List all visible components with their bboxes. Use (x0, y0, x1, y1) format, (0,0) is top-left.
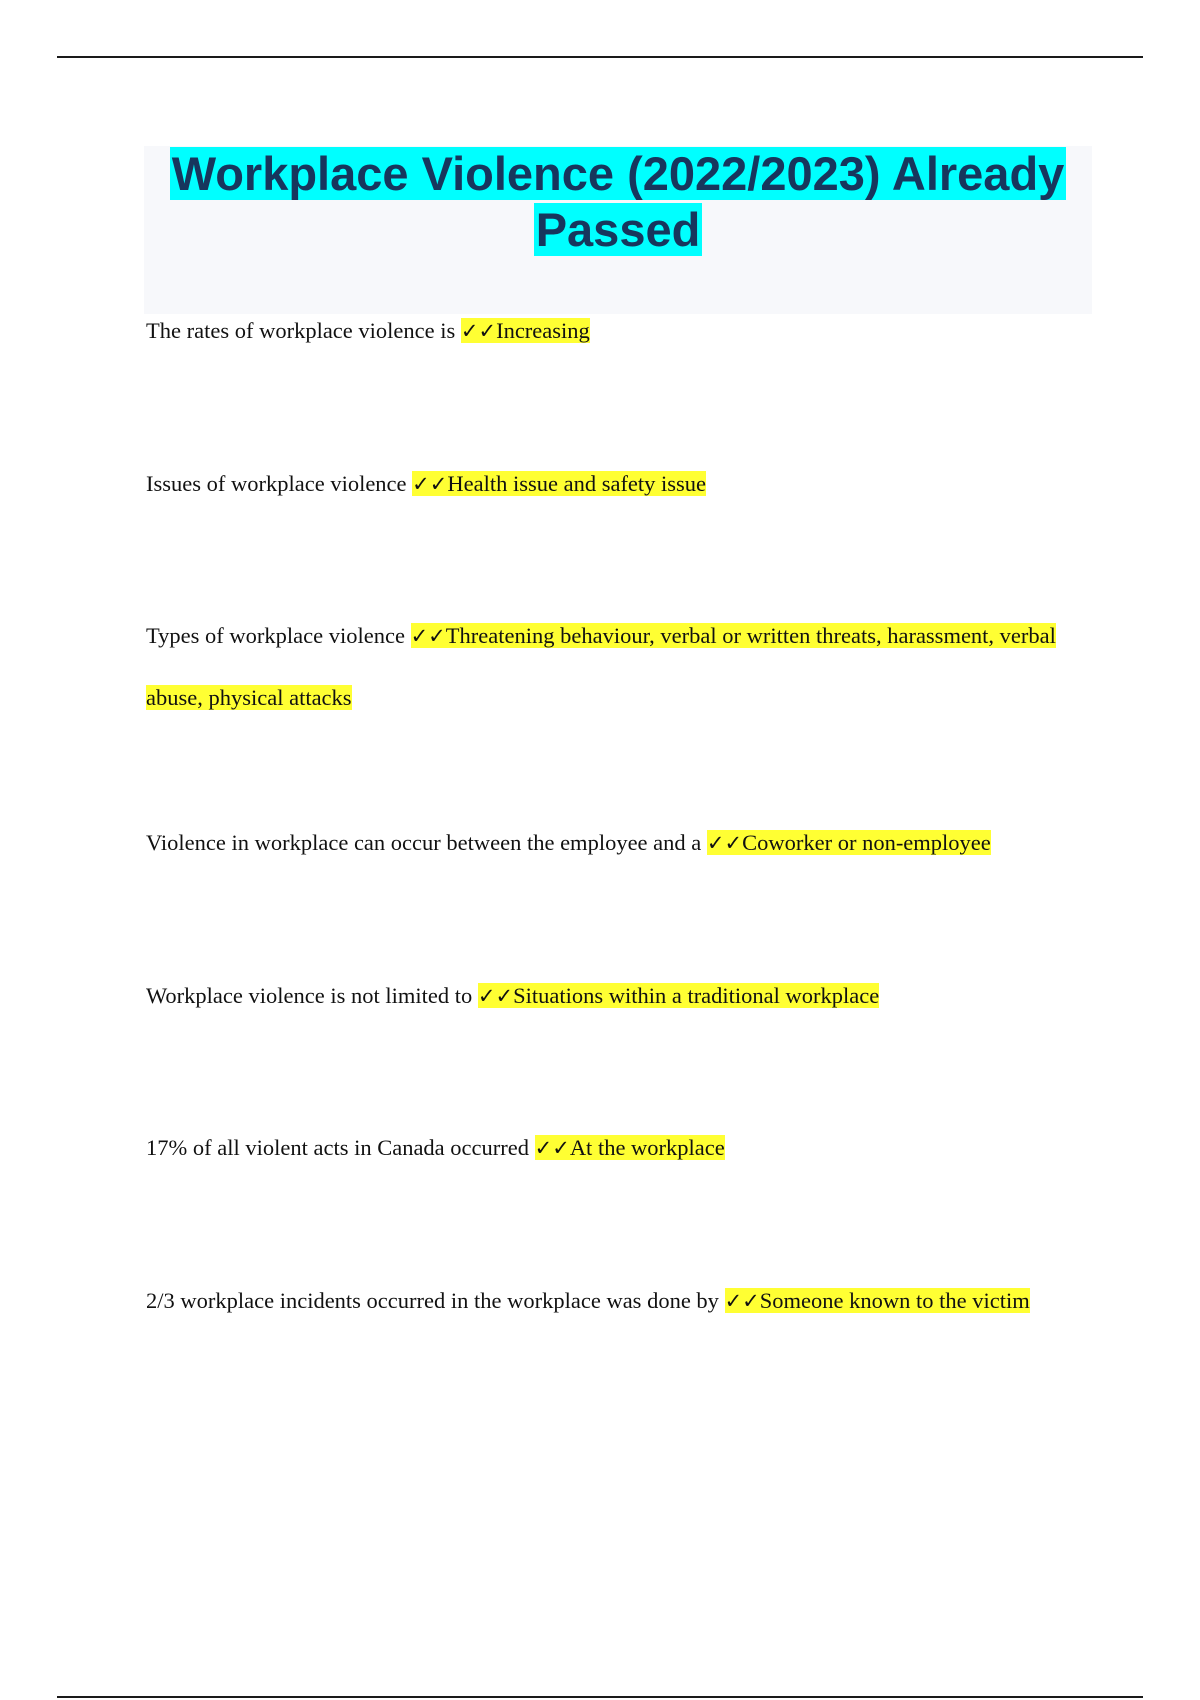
answer-highlight (725, 1288, 1030, 1313)
header-rule (57, 56, 1143, 58)
question-text: Issues of workplace violence (146, 471, 407, 496)
answer-text: Health issue and safety issue (447, 471, 707, 496)
title-line-1: Workplace Violence (2022/2023) Already (171, 147, 1065, 200)
answer-text: Coworker or non-employee (742, 830, 991, 855)
qa-item-3 (146, 605, 1066, 728)
qa-item-4 (146, 812, 1066, 874)
title-box (144, 146, 1092, 314)
answer-text: Increasing (496, 318, 590, 343)
double-check-icon: ✓✓ (534, 1136, 570, 1160)
double-check-icon: ✓✓ (724, 1289, 760, 1313)
question-text: Workplace violence is not limited to (146, 983, 473, 1008)
page-title (144, 146, 1092, 258)
qa-item-2 (146, 453, 1066, 515)
qa-item-6 (146, 1117, 1066, 1179)
qa-item-5 (146, 965, 1066, 1027)
double-check-icon: ✓✓ (410, 624, 446, 648)
question-text: The rates of workplace violence is (146, 318, 456, 343)
double-check-icon: ✓✓ (460, 319, 497, 343)
answer-highlight (707, 830, 991, 855)
answer-highlight (461, 318, 590, 343)
answer-highlight (535, 1135, 725, 1160)
title-line-2: Passed (535, 203, 701, 256)
double-check-icon: ✓✓ (477, 984, 514, 1008)
double-check-icon: ✓✓ (706, 831, 743, 855)
question-text: Violence in workplace can occur between the employee and a (146, 830, 702, 855)
answer-text: Someone known to the victim (759, 1288, 1030, 1313)
question-text: 2/3 workplace incidents occurred in the workplace was done by (146, 1288, 719, 1313)
qa-item-1 (146, 300, 1066, 362)
footer-rule (57, 1696, 1143, 1698)
double-check-icon: ✓✓ (412, 472, 448, 496)
answer-text: Situations within a traditional workplace (513, 983, 880, 1008)
question-text: Types of workplace violence (146, 623, 405, 648)
answer-highlight (478, 983, 879, 1008)
answer-text: Threatening behaviour, verbal or written threats, harassment, verbal abuse, physical attacks (146, 623, 1056, 710)
question-text: 17% of all violent acts in Canada occurred (146, 1135, 529, 1160)
qa-item-7 (146, 1270, 1066, 1332)
answer-highlight (412, 471, 706, 496)
answer-text: At the workplace (569, 1135, 725, 1160)
